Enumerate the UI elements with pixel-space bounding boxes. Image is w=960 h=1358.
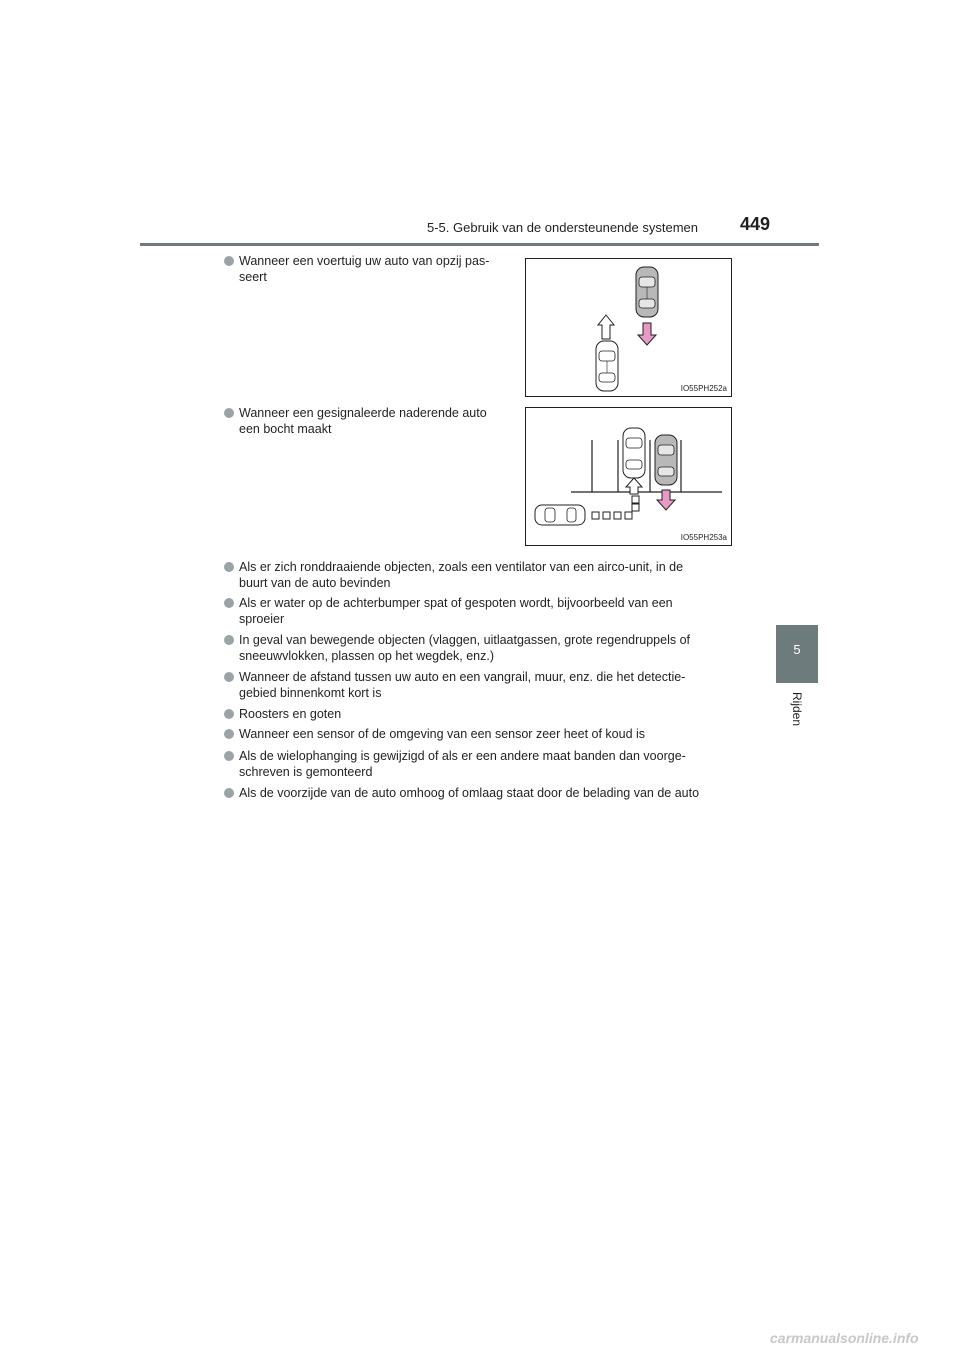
list-item-line2: sneeuwvlokken, plassen op het wegdek, enz.) <box>239 649 495 663</box>
figure-caption-2 <box>239 405 517 437</box>
chapter-label: Rijden <box>790 691 804 727</box>
list-item-line1: Roosters en goten <box>239 707 342 721</box>
list-item-line1: Als er zich ronddraaiende objecten, zoals een ventilator van een airco-unit, in de <box>239 560 684 574</box>
list-item-line1: Als er water op de achterbumper spat of gespoten wordt, bijvoorbeeld van een <box>239 596 673 610</box>
arrow-down-icon <box>657 490 675 510</box>
list-item-line1: Als de wielophanging is gewijzigd of als er een andere maat banden dan voorge- <box>239 749 686 763</box>
bullet-icon <box>224 635 234 645</box>
car-upper <box>636 267 658 317</box>
car-parked-shaded <box>655 435 677 485</box>
figure-caption-1-line1: Wanneer een voertuig uw auto van opzij pas- <box>239 254 490 268</box>
chapter-label-container <box>785 690 805 730</box>
list-item-line1: Als de voorzijde van de auto omhoog of omlaag staat door de belading van de auto <box>239 786 700 800</box>
list-item <box>239 632 748 664</box>
list-item-line2: buurt van de auto bevinden <box>239 576 391 590</box>
list-item <box>239 669 748 701</box>
bullet-icon <box>224 256 234 266</box>
list-item <box>239 726 748 742</box>
list-item <box>239 706 748 722</box>
list-item <box>239 595 748 627</box>
bullet-icon <box>224 562 234 572</box>
list-item-line1: In geval van bewegende objecten (vlaggen, uitlaatgassen, grote regendruppels of <box>239 633 691 647</box>
arrow-down-icon <box>638 323 656 345</box>
bullet-icon <box>224 598 234 608</box>
figure-1 <box>525 258 732 397</box>
chapter-number: 5 <box>793 642 801 657</box>
figure-1-illustration <box>526 259 731 396</box>
list-item-line2: gebied binnenkomt kort is <box>239 686 382 700</box>
list-item <box>239 559 748 591</box>
figure-caption-2-line1: Wanneer een gesignaleerde naderende auto <box>239 406 487 420</box>
list-item-line1: Wanneer de afstand tussen uw auto en een vangrail, muur, enz. die het detectie- <box>239 670 686 684</box>
figure-2-code: IO55PH253a <box>680 533 727 542</box>
arrow-up-icon <box>598 315 614 339</box>
figure-2 <box>525 407 732 546</box>
chapter-tab <box>776 625 818 683</box>
bullet-icon <box>224 751 234 761</box>
section-title: 5-5. Gebruik van de ondersteunende systemen <box>426 220 698 235</box>
list-item <box>239 748 748 780</box>
bullet-icon <box>224 709 234 719</box>
bullet-icon <box>224 788 234 798</box>
car-approaching <box>535 505 585 525</box>
bullet-icon <box>224 672 234 682</box>
figure-1-code: IO55PH252a <box>680 384 727 393</box>
figure-2-illustration <box>526 408 731 545</box>
bullet-icon <box>224 729 234 739</box>
path-markers <box>592 496 639 519</box>
list-item-line2: sproeier <box>239 612 285 626</box>
list-item-line1: Wanneer een sensor of de omgeving van een sensor zeer heet of koud is <box>239 727 646 741</box>
page-header <box>0 0 960 250</box>
car-lower <box>596 341 618 391</box>
figure-caption-2-line2: een bocht maakt <box>239 422 332 436</box>
watermark: carmanualsonline.info <box>770 1330 919 1346</box>
figure-caption-1 <box>239 253 517 285</box>
figure-caption-1-line2: seert <box>239 270 267 284</box>
list-item-line2: schreven is gemonteerd <box>239 765 373 779</box>
bullet-icon <box>224 408 234 418</box>
page-number: 449 <box>740 214 771 234</box>
car-parked-white <box>623 428 645 478</box>
header-rule <box>140 243 819 246</box>
list-item <box>239 785 748 801</box>
